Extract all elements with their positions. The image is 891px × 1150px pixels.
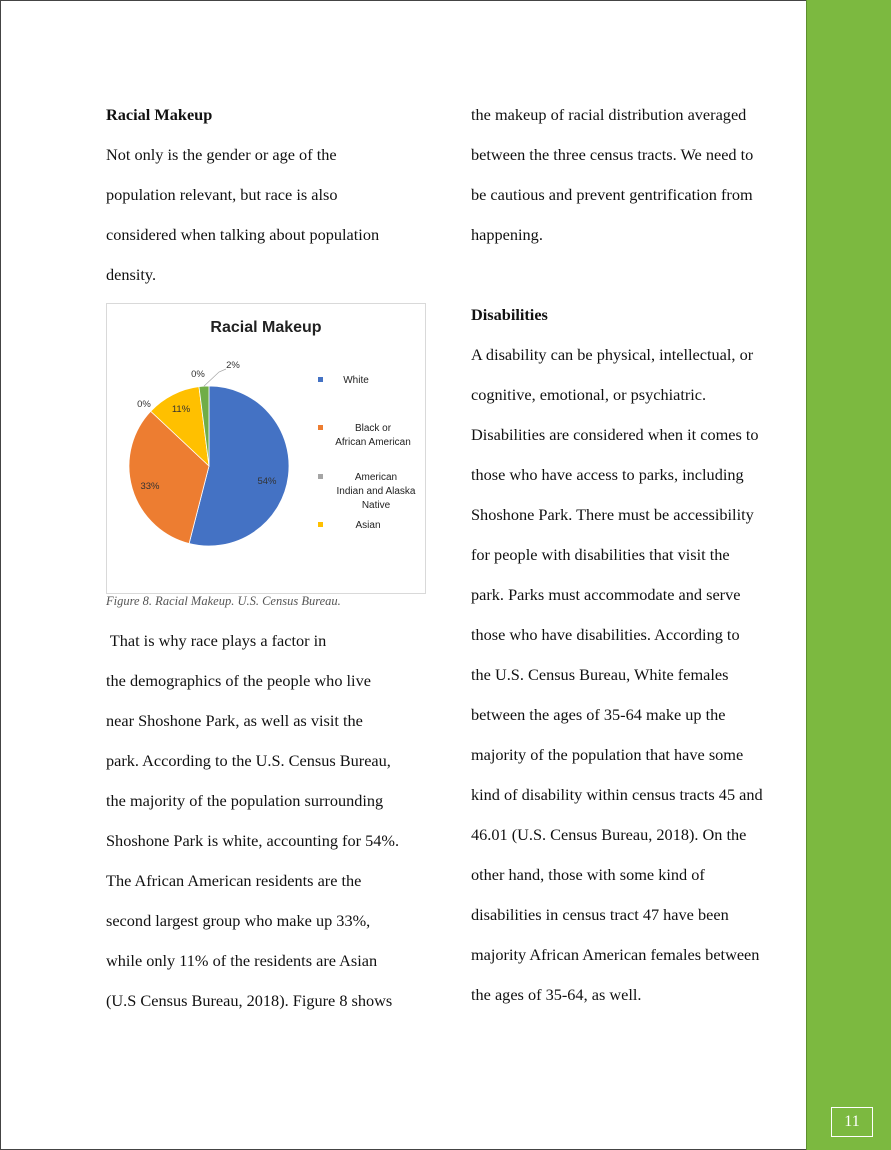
body-line: majority of the population that have some — [471, 745, 744, 764]
legend-marker — [318, 474, 323, 479]
body-line: those who have access to parks, including — [471, 465, 744, 484]
body-line: majority African American females between — [471, 945, 760, 964]
body-line: for people with disabilities that visit the — [471, 545, 730, 564]
body-line: the majority of the population surrounding — [106, 791, 384, 810]
body-line: cognitive, emotional, or psychiatric. — [471, 385, 707, 404]
left-column-top — [106, 95, 436, 295]
data-label: 2% — [226, 360, 240, 371]
blank-line — [471, 255, 791, 295]
body-line: Disabilities are considered when it comes to — [471, 425, 759, 444]
legend-marker — [318, 377, 323, 382]
body-line: between the three census tracts. We need to — [471, 145, 754, 164]
legend-label: Indian and Alaska — [336, 486, 416, 497]
legend-label: Asian — [355, 520, 381, 531]
leader-line — [204, 369, 226, 386]
body-line: considered when talking about population — [106, 225, 380, 244]
body-line: Not only is the gender or age of the — [106, 145, 337, 164]
legend-label: Native — [361, 500, 391, 511]
right-column — [471, 95, 791, 1015]
body-line: kind of disability within census tracts 45 and — [471, 785, 763, 804]
body-line: near Shoshone Park, as well as visit the — [106, 711, 363, 730]
body-line: while only 11% of the residents are Asian — [106, 951, 378, 970]
racial-makeup-chart — [106, 303, 426, 594]
pie-chart-svg — [107, 304, 425, 593]
section-heading-racial-makeup: Racial Makeup — [106, 105, 213, 124]
body-line: population relevant, but race is also — [106, 185, 338, 204]
legend-label: Black or — [354, 423, 392, 434]
side-accent-bar — [806, 0, 891, 1150]
body-line: (U.S Census Bureau, 2018). Figure 8 shows — [106, 991, 393, 1010]
body-line: disabilities in census tract 47 have been — [471, 905, 729, 924]
body-line: the demographics of the people who live — [106, 671, 371, 690]
body-line: The African American residents are the — [106, 871, 362, 890]
body-line: park. Parks must accommodate and serve — [471, 585, 741, 604]
page-number: 11 — [831, 1107, 873, 1137]
data-label: 33% — [140, 481, 160, 492]
body-line: park. According to the U.S. Census Bureau, — [106, 751, 391, 770]
left-column-bottom — [106, 621, 436, 1021]
body-line: those who have disabilities. According to — [471, 625, 740, 644]
data-label: 11% — [171, 404, 191, 415]
body-line: the ages of 35-64, as well. — [471, 985, 642, 1004]
body-line: be cautious and prevent gentrification from — [471, 185, 753, 204]
body-line: A disability can be physical, intellectual, or — [471, 345, 754, 364]
legend-marker — [318, 425, 323, 430]
chart-title: Racial Makeup — [210, 319, 322, 336]
legend-label: American — [354, 472, 398, 483]
body-line: the U.S. Census Bureau, White females — [471, 665, 729, 684]
legend-label: African American — [335, 437, 411, 448]
body-line: second largest group who make up 33%, — [106, 911, 371, 930]
legend-marker — [318, 522, 323, 527]
body-line: other hand, those with some kind of — [471, 865, 705, 884]
body-line: Shoshone Park is white, accounting for 54%. — [106, 831, 400, 850]
body-line: between the ages of 35-64 make up the — [471, 705, 726, 724]
body-line: the makeup of racial distribution averaged — [471, 105, 747, 124]
body-line: That is why race plays a factor in — [106, 631, 327, 650]
figure-caption: Figure 8. Racial Makeup. U.S. Census Bureau. — [106, 594, 341, 608]
data-label: 54% — [257, 476, 277, 487]
body-line: 46.01 (U.S. Census Bureau, 2018). On the — [471, 825, 747, 844]
body-line: density. — [106, 265, 157, 284]
body-line: Shoshone Park. There must be accessibility — [471, 505, 754, 524]
body-line: happening. — [471, 225, 543, 244]
legend-label: White — [343, 375, 369, 386]
data-label: 0% — [191, 369, 205, 380]
section-heading-disabilities: Disabilities — [471, 305, 548, 324]
data-label: 0% — [137, 399, 151, 410]
